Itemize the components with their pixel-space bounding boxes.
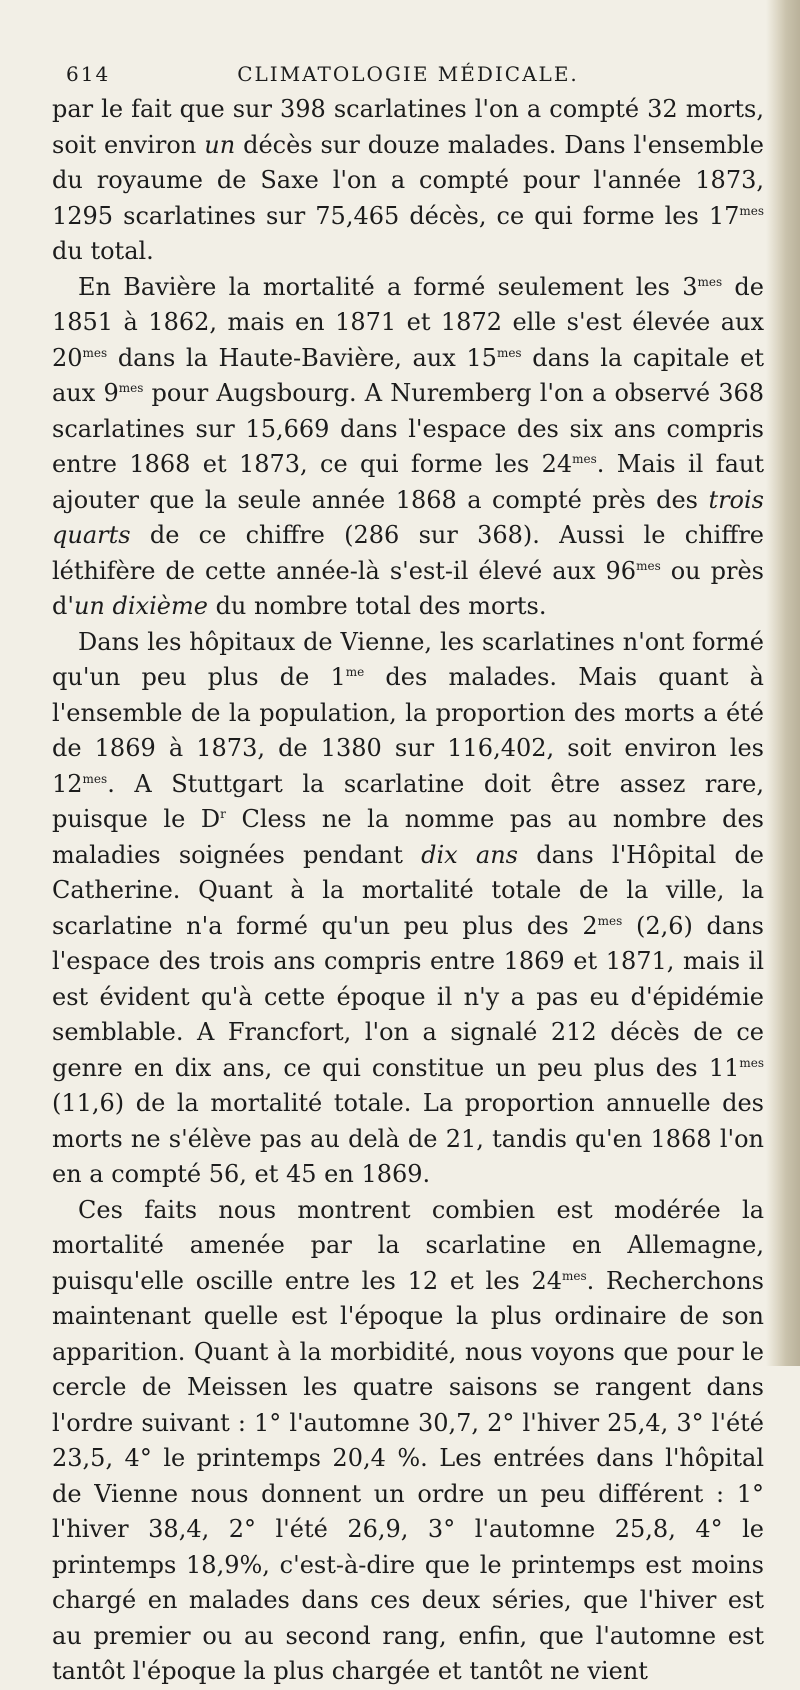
page-header — [52, 52, 764, 92]
paragraph: par le fait que sur 398 scarlatines l'on a compté 32 morts, soit environ un décès sur douze malades. Dans l'ensemble du royaume de Saxe l'on a compté pour l'année 1873, 1295 scarlatines sur 75,465 décès, ce qui forme les $17^{mes}$ du total. — [52, 95, 764, 265]
page-edge-shadow — [766, 0, 800, 1366]
paragraph: Dans les hôpitaux de Vienne, les scarlatines n'ont formé qu'un peu plus de $1^{me}$ des malades. Mais quant à l'ensemble de la population, la proportion des morts a été de 1869 à 1873, de 1380 sur 116,402, soit environ les $12^{mes}$. A Stuttgart la scarlatine doit être assez rare, puisque le $D^r$ Cless ne la nomme pas au nombre des maladies soignées pendant dix ans dans l'Hôpital de Catherine. Quant à la mortalité totale de la ville, la scarlatine n'a formé qu'un peu plus des $2^{mes}$ (2,6) dans l'espace des trois ans compris entre 1869 et 1871, mais il est évident qu'à cette époque il n'y a pas eu d'épidémie semblable. A Francfort, l'on a signalé 212 décès de ce genre en dix ans, ce qui constitue un peu plus des $11^{mes}$ (11,6) de la mortalité totale. La proportion annuelle des morts ne s'élève pas au delà de 21, tandis qu'en 1868 l'on en a compté 56, et 45 en 1869. — [52, 627, 765, 1188]
running-title: CLIMATOLOGIE MÉDICALE. — [237, 62, 579, 86]
page-number: 614 — [66, 62, 111, 86]
book-page — [52, 52, 764, 1690]
paragraph: Ces faits nous montrent combien est modérée la mortalité amenée par la scarlatine en Allemagne, puisqu'elle oscille entre les 12 et les $24^{mes}$. Recherchons maintenant quelle est l'époque la plus ordinaire de son apparition. Quant à la morbidité, nous voyons que pour le cercle de Meissen les quatre saisons se rangent dans l'ordre suivant : 1° l'automne 30,7, 2° l'hiver 25,4, 3° l'été 23,5, 4° le printemps 20,4 %. Les entrées dans l'hôpital de Vienne nous donnent un ordre un peu différent : 1° l'hiver 38,4, 2° l'été 26,9, 3° l'automne 25,8, 4° le printemps 18,9%, c'est-à-dire que le printemps est moins chargé en malades dans ces deux séries, que l'hiver est au premier ou au second rang, enfin, que l'automne est tantôt l'époque la plus chargée et tantôt ne vient — [52, 1195, 764, 1685]
body-text — [52, 92, 764, 1690]
paragraph: En Bavière la mortalité a formé seulement les $3^{mes}$ de 1851 à 1862, mais en 1871 et 1872 elle s'est élevée aux $20^{mes}$ dans la Haute-Bavière, aux $15^{mes}$ dans la capitale et aux $9^{mes}$ pour Augsbourg. A Nuremberg l'on a observé 368 scarlatines sur 15,669 dans l'espace des six ans compris entre 1868 et 1873, ce qui forme les $24^{mes}$. Mais il faut ajouter que la seule année 1868 a compté près des trois quarts de ce chiffre (286 sur 368). Aussi le chiffre léthifère de cette année-là s'est-il élevé aux $96^{mes}$ ou près d'un dixième du nombre total des morts. — [52, 272, 765, 620]
